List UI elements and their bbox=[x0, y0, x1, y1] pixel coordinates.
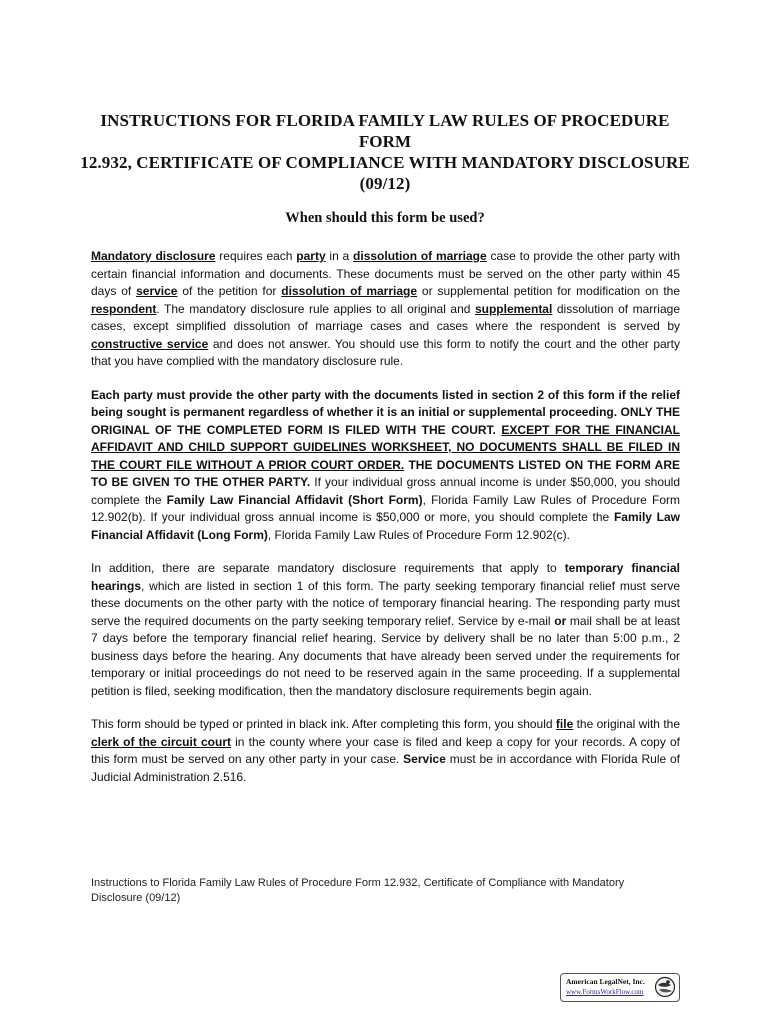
term-link-file[interactable]: file bbox=[555, 717, 574, 731]
section-heading: When should this form be used? bbox=[285, 210, 485, 226]
globe-logo-icon bbox=[654, 976, 676, 998]
term-link-respondent[interactable]: respondent bbox=[91, 301, 157, 316]
text-span: the original with the bbox=[573, 717, 680, 731]
text-span: in the county where your case is filed and keep a copy for your records. A copy of this form must be served on any other party in your case. bbox=[91, 734, 680, 766]
form-name-long: Family Law Financial Affidavit (Long Form) bbox=[91, 510, 681, 542]
text-span: . The mandatory disclosure rule applies to all original and bbox=[156, 301, 475, 316]
bold-text: THE DOCUMENTS LISTED ON THE FORM ARE TO BE GIVEN TO THE OTHER PARTY. bbox=[91, 457, 680, 489]
text-span: of the petition for bbox=[177, 284, 282, 298]
text-span: mail shall be at least 7 days before the temporary financial relief hearing. Service by delivery shall be no later than 5:00 p.m., 2 business days before the hearing. Any documents that have already been served under the requirements for temporary or initial proceedings do not need to be reserved again in the same proceeding. If a supplemental petition is filed, seeking modification, then the mandatory disclosure requirements begin again. bbox=[91, 613, 680, 698]
paragraph-document-requirements bbox=[91, 387, 680, 545]
text-span: requires each bbox=[215, 249, 297, 263]
title-line-2: 12.932, CERTIFICATE OF COMPLIANCE WITH MANDATORY DISCLOSURE bbox=[80, 153, 690, 172]
text-span: must be in accordance with Florida Rule of Judicial Administration 2.516. bbox=[91, 752, 681, 784]
term-link-dissolution-of-marriage-2[interactable]: dissolution of marriage bbox=[281, 284, 418, 298]
paragraph-temporary-hearings bbox=[91, 560, 680, 700]
term-link-service[interactable]: service bbox=[136, 284, 178, 298]
page-footer bbox=[91, 876, 691, 906]
bold-text: Service bbox=[403, 752, 446, 766]
text-span: in a bbox=[325, 249, 354, 263]
bold-text: or bbox=[554, 613, 567, 628]
text-span: This form should be typed or printed in black ink. After completing this form, you should bbox=[91, 717, 556, 731]
term-link-constructive-service[interactable]: constructive service bbox=[91, 336, 209, 351]
term-link-clerk-of-circuit-court[interactable]: clerk of the circuit court bbox=[91, 734, 231, 749]
footer-line-2: Disclosure (09/12) bbox=[91, 892, 181, 904]
publisher-stamp bbox=[560, 973, 680, 1002]
bold-text: temporary financial hearings bbox=[91, 561, 681, 593]
stamp-company: American LegalNet, Inc. bbox=[566, 977, 645, 986]
text-span: , which are listed in section 1 of this form. The party seeking temporary financial relief must serve these documents on the other party with the notice of temporary financial hearing. The responding party must serve the required documents on the party seeking temporary relief. Service by e-mail bbox=[91, 578, 680, 628]
paragraph-mandatory-disclosure bbox=[91, 248, 680, 371]
form-name-short: Family Law Financial Affidavit (Short Form) bbox=[166, 492, 423, 507]
paragraph-filing-instructions bbox=[91, 716, 680, 786]
term-link-dissolution-of-marriage[interactable]: dissolution of marriage bbox=[353, 249, 487, 263]
text-span: If your individual gross annual income is under $50,000, you should complete the bbox=[91, 475, 681, 507]
text-span: case to provide the other party with certain financial information and documents. These documents must be served on the other party within 45 days of bbox=[91, 249, 681, 298]
document-body bbox=[91, 248, 680, 802]
text-span: and does not answer. You should use this form to notify the court and the other party that you have complied with the mandatory disclosure rule. bbox=[91, 336, 681, 368]
title-line-3: (09/12) bbox=[359, 174, 411, 193]
text-span: or supplemental petition for modification on the bbox=[417, 284, 680, 298]
text-span: In addition, there are separate mandatory disclosure requirements that apply to bbox=[91, 561, 565, 575]
stamp-website-link[interactable]: www.FormsWorkFlow.com bbox=[566, 988, 644, 996]
term-link-mandatory-disclosure[interactable]: Mandatory disclosure bbox=[91, 249, 216, 263]
term-link-party[interactable]: party bbox=[296, 249, 326, 263]
footer-line-1: Instructions to Florida Family Law Rules of Procedure Form 12.932, Certificate of Compliance with Mandatory bbox=[91, 877, 625, 889]
bold-text: Each party must provide the other party with the documents listed in section 2 of this form if the relief being sought is permanent regardless of whether it is an initial or supplemental proceeding. ONLY THE ORIGINAL OF THE COMPLETED FORM IS FILED WITH THE COURT. bbox=[91, 387, 680, 437]
text-span: dissolution of marriage cases, except simplified dissolution of marriage cases and cases where the respondent is served by bbox=[91, 301, 680, 333]
text-span: , Florida Family Law Rules of Procedure Form 12.902(c). bbox=[267, 527, 570, 542]
term-link-supplemental[interactable]: supplemental bbox=[474, 301, 553, 316]
text-span: , Florida Family Law Rules of Procedure Form 12.902(b). If your individual gross annual income is $50,000 or more, you should complete the bbox=[91, 492, 680, 524]
bold-underlined-text: EXCEPT FOR THE FINANCIAL AFFIDAVIT AND CHILD SUPPORT GUIDELINES WORKSHEET, NO DOCUMENTS SHALL BE FILED IN THE COURT FILE WITHOUT A PRIOR COURT ORDER. bbox=[91, 422, 680, 472]
title-line-1: INSTRUCTIONS FOR FLORIDA FAMILY LAW RULES OF PROCEDURE FORM bbox=[100, 111, 670, 151]
document-title bbox=[80, 110, 690, 194]
